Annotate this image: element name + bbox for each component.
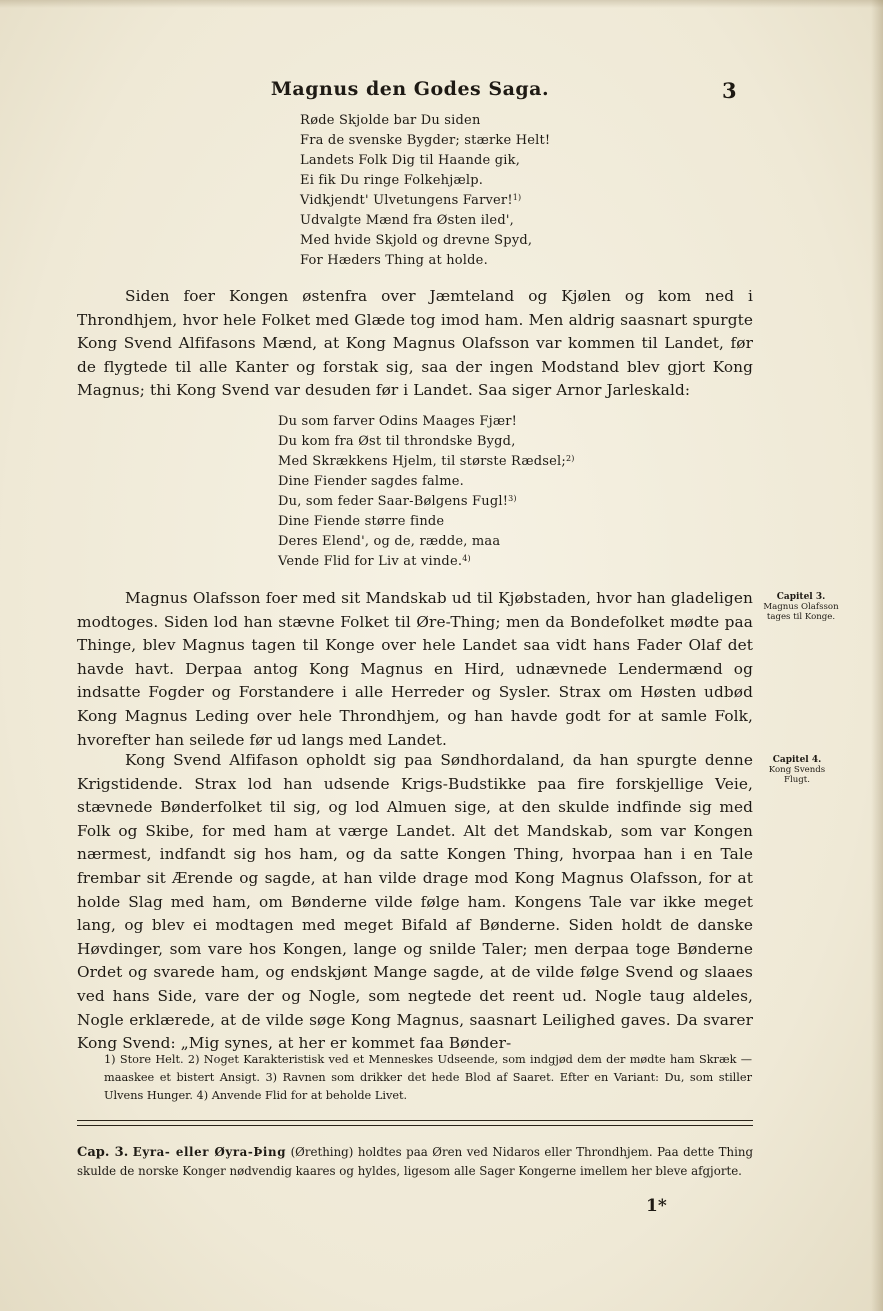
paragraph-text: Siden foer Kongen østenfra over Jæmteland og Kjølen og kom ned i Throndhjem, hvor hele Folket med Glæde tog imod ham. Men aldrig saasnart spurgte Kong Svend Alfifasons Mænd, at Kong Magnus Olafsson var kommen til Landet, før de flygtede til alle Kanter og forstak sig, saa der ingen Modstand blev gjort Kong Magnus; thi Kong Svend var desuden før i Landet. Saa siger Arnor Jarleskald: <box>77 287 753 400</box>
verse-line <box>278 552 575 572</box>
body-paragraph-3 <box>77 749 753 1056</box>
verse-line: Dine Fiender sagdes falme. <box>278 474 465 489</box>
verse-line: Fra de svenske Bygder; stærke Helt! <box>300 133 551 148</box>
appendix-text: (Ørething) holdtes paa Øren ved Nidaros eller Throndhjem. Paa dette Thing skulde de norske Konger nødvendig kaares og hyldes, ligesom alle Sager Kongerne imellem her bleve afgjorte. <box>77 1145 754 1178</box>
margin-note-heading: Capitel 3. <box>776 592 826 602</box>
body-paragraph-1 <box>77 285 753 403</box>
verse-line: Med hvide Skjold og drevne Spyd, <box>300 233 533 248</box>
verse-line <box>278 452 575 472</box>
margin-note-chapter-4 <box>758 755 836 785</box>
verse-line: Røde Skjolde bar Du siden <box>300 113 481 128</box>
running-title: Magnus den Godes Saga. <box>270 78 550 100</box>
verse-line-text: Du, som feder Saar-Bølgens Fugl! <box>278 494 509 509</box>
verse-line: Udvalgte Mænd fra Østen iled', <box>300 213 514 228</box>
verse-line: For Hæders Thing at holde. <box>300 253 488 268</box>
verse-line-text: Med Skrækkens Hjelm, til største Rædsel; <box>278 454 566 469</box>
paragraph-text: Kong Svend Alfifason opholdt sig paa Søndhordaland, da han spurgte denne Krigstidende. Strax lod han udsende Krigs-Budstikke paa fire forskjellige Veie, stævnede Bønderfolket til sig, og lod Almuen sige, at den skulde indfinde sig med Folk og Skibe, for med ham at værge Landet. Alt det Mandskab, som var Kongen nærmest, indfandt sig hos ham, og da satte Kongen Thing, hvorpaa han i en Tale frembar sit Ærende og sagde, at han vilde drage mod Kong Magnus Olafsson, for at holde Slag med ham, om Bønderne vilde følge ham. Kongens Tale var ikke meget lang, og blev ei modtagen med meget Bifald af Bønderne. Siden holdt de danske Høvdinger, som vare hos Kongen, lange og snilde Taler; men derpaa toge Bønderne Ordet og svarede ham, og endskjønt Mange sagde, at de vilde følge Svend og slaaes ved hans Side, vare der og Nogle, som negtede det reent ud. Nogle taug aldeles, Nogle erklærede, at de vilde søge Kong Magnus, saasnart Leilighed gaves. Da svarer Kong Svend: „Mig synes, at her er kommet faa Bønder- <box>77 751 753 1053</box>
footnotes: 1) Store Helt. 2) Noget Karakteristisk ved et Menneskes Udseende, som indgjød dem der mødte ham Skræk — maaskee et bistert Ansigt. 3) Ravnen som drikker det hede Blod af Saaret. Efter en Variant: Du, som stiller Ulvens Hunger. 4) Anvende Flid for at beholde Livet. <box>104 1053 752 1102</box>
footnote-ref: 4) <box>462 554 471 563</box>
footnote-ref: 2) <box>565 454 575 463</box>
verse-line: Du som farver Odins Maages Fjær! <box>278 414 518 429</box>
appendix-term: Eyra- eller Øyra-Þing <box>132 1145 287 1159</box>
appendix-label: Cap. 3. <box>77 1145 129 1160</box>
signature-mark: 1* <box>646 1196 667 1216</box>
verse-line: Ei fik Du ringe Folkehjælp. <box>300 173 484 188</box>
page-right-shadow <box>871 0 883 1311</box>
margin-note-text: Magnus Olafsson tages til Konge. <box>763 602 839 622</box>
verse-line <box>278 492 575 512</box>
verse-line-text: Vende Flid for Liv at vinde. <box>278 554 463 569</box>
verse-line: Landets Folk Dig til Haande gik, <box>300 153 521 168</box>
margin-note-heading: Capitel 4. <box>772 755 822 765</box>
appendix-note <box>77 1143 753 1181</box>
verse-line <box>300 191 550 211</box>
footnote-ref: 3) <box>508 494 517 503</box>
body-paragraph-2 <box>77 587 753 752</box>
footnote-ref: 1) <box>512 193 522 202</box>
verse-line: Dine Fiende større finde <box>278 514 445 529</box>
verse-line-text: Vidkjendt' Ulvetungens Farver! <box>300 193 513 208</box>
page-number: 3 <box>722 78 737 103</box>
paragraph-text: Magnus Olafsson foer med sit Mandskab ud til Kjøbstaden, hvor han gladeligen modtoges. Siden lod han stævne Folket til Øre-Thing; men da Bondefolket mødte paa Thinge, blev Magnus tagen til Konge over hele Landet saa vidt hans Fader Olaf det havde havt. Derpaa antog Kong Magnus en Hird, udnævnede Lendermænd og indsatte Fogder og Forstandere i alle Herreder og Sysler. Strax om Høsten udbød Kong Magnus Leding over hele Throndhjem, og han havde godt for at samle Folk, hvorefter han seilede før ud langs med Landet. <box>77 589 753 749</box>
separator-rule <box>77 1120 753 1121</box>
margin-note-chapter-3 <box>762 592 840 622</box>
verse-line: Du kom fra Øst til throndske Bygd, <box>278 434 516 449</box>
verse-stanza-2 <box>278 412 575 572</box>
verse-line: Deres Elend', og de, rædde, maa <box>278 534 501 549</box>
separator-rule <box>77 1125 753 1126</box>
verse-stanza-1 <box>300 111 550 271</box>
margin-note-text: Kong Svends Flugt. <box>768 765 826 785</box>
page-top-shadow <box>0 0 883 8</box>
